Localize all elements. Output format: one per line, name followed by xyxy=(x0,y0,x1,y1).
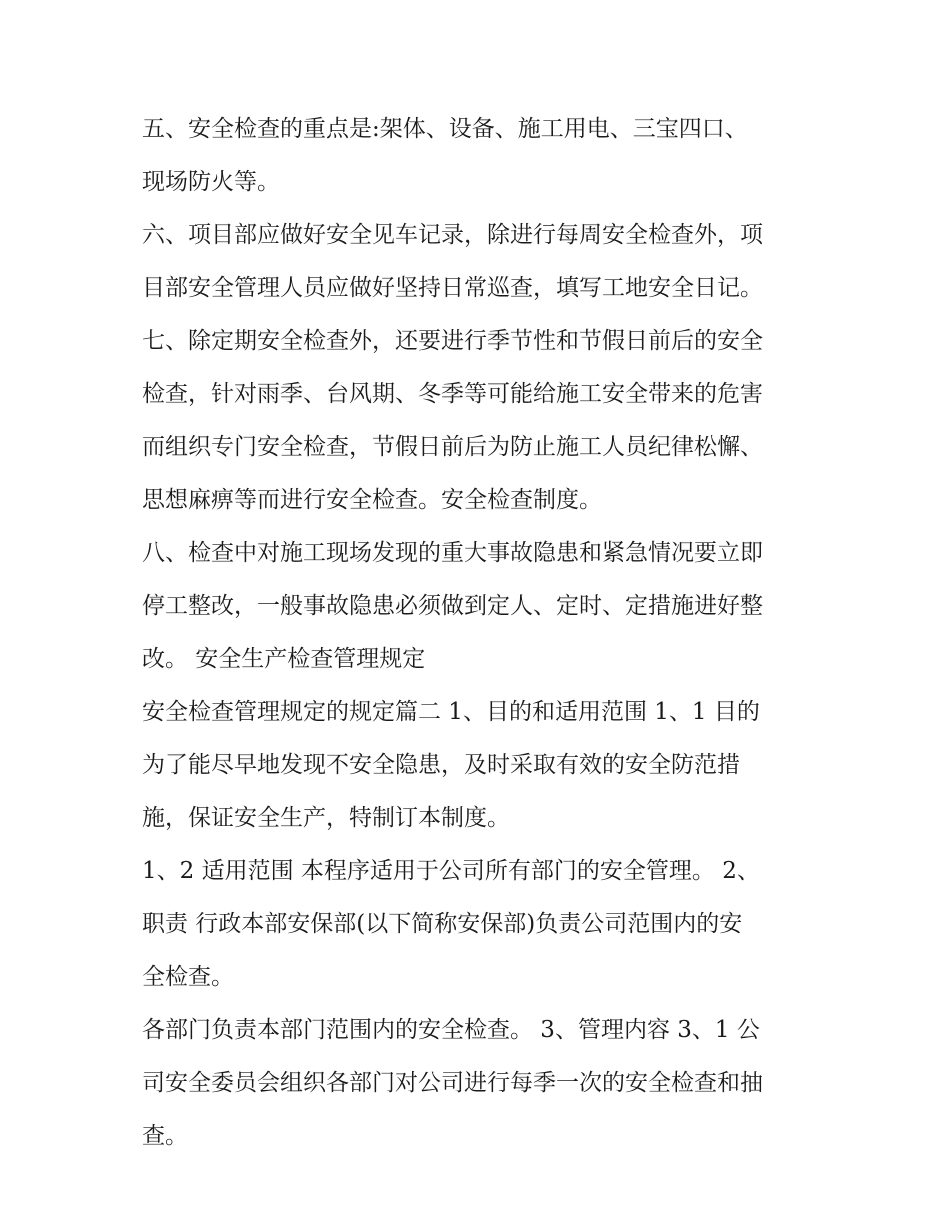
text-line: 目部安全管理人员应做好坚持日常巡查，填写工地安全日记。 xyxy=(142,275,763,301)
text-line: 各部门负责本部门范围内的安全检查。 3、管理内容 3、1 公 xyxy=(142,1017,760,1043)
text-line: 司安全委员会组织各部门对公司进行每季一次的安全检查和抽 xyxy=(142,1070,763,1096)
text-line: 五、安全检查的重点是:架体、设备、施工用电、三宝四口、 xyxy=(142,116,748,142)
text-line: 而组织专门安全检查，节假日前后为防止施工人员纪律松懈、 xyxy=(142,434,763,460)
text-line: 1、2 适用范围 本程序适用于公司所有部门的安全管理。 2、 xyxy=(142,858,760,884)
text-line: 六、项目部应做好安全见车记录，除进行每周安全检查外，项 xyxy=(142,222,763,248)
text-line: 停工整改，一般事故隐患必须做到定人、定时、定措施进好整 xyxy=(142,593,763,619)
text-line: 思想麻痹等而进行安全检查。安全检查制度。 xyxy=(142,487,602,513)
text-line: 施，保证安全生产，特制订本制度。 xyxy=(142,805,510,831)
document-body xyxy=(142,103,822,1163)
text-line: 全检查。 xyxy=(142,964,234,990)
text-line: 为了能尽早地发现不安全隐患，及时采取有效的安全防范措 xyxy=(142,752,740,778)
text-line: 查。 xyxy=(142,1123,188,1149)
text-line: 安全检查管理规定的规定篇二 1、目的和适用范围 1、1 目的 xyxy=(142,699,760,725)
text-line: 检查，针对雨季、台风期、冬季等可能给施工安全带来的危害 xyxy=(142,381,763,407)
text-line: 现场防火等。 xyxy=(142,169,280,195)
text-line: 职责 行政本部安保部(以下简称安保部)负责公司范围内的安 xyxy=(142,911,743,937)
text-line: 八、检查中对施工现场发现的重大事故隐患和紧急情况要立即 xyxy=(142,540,763,566)
text-line: 七、除定期安全检查外，还要进行季节性和节假日前后的安全 xyxy=(142,328,763,354)
text-line: 改。 安全生产检查管理规定 xyxy=(142,646,426,672)
